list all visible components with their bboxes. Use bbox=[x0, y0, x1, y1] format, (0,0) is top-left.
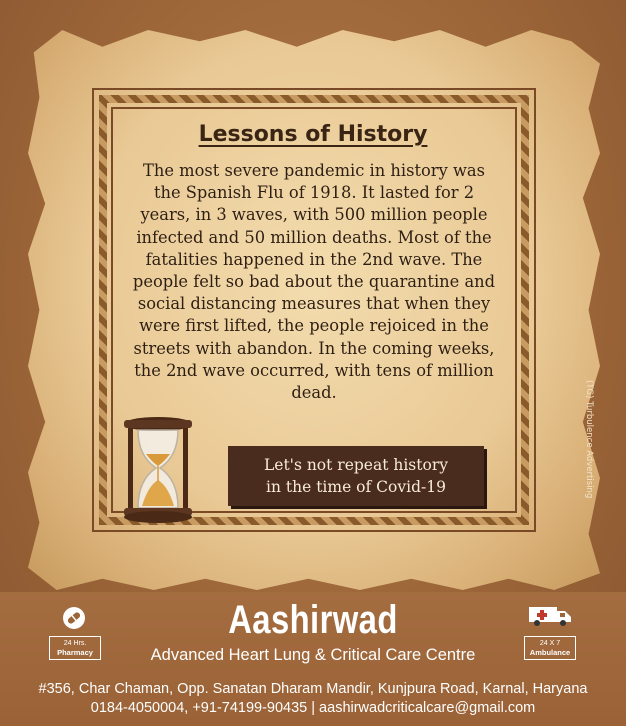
body-line: were first lifted, the people rejoiced in the bbox=[139, 316, 489, 336]
body-line: years, in 3 waves, with 500 million people bbox=[140, 205, 488, 225]
body-line: people felt so bad about the quarantine and bbox=[132, 272, 496, 292]
address-line: #356, Char Chaman, Opp. Sanatan Dharam Mandir, Kunjpura Road, Karnal, Haryana bbox=[38, 681, 588, 697]
ambulance-badge-line2: Ambulance bbox=[529, 648, 571, 657]
page-title: Lessons of History bbox=[198, 122, 428, 147]
pharmacy-badge-line2: Pharmacy bbox=[57, 648, 93, 657]
ambulance-badge-line1: 24 X 7 bbox=[539, 640, 561, 647]
body-line: infected and 50 million deaths. Most of the bbox=[136, 227, 492, 247]
body-line: The most severe pandemic in history was bbox=[143, 161, 485, 180]
cta-banner bbox=[228, 446, 484, 506]
cta-line-1: Let's not repeat history bbox=[263, 456, 448, 474]
body-line: the 2nd wave occurred, with tens of million bbox=[134, 360, 494, 380]
brand-tagline: Advanced Heart Lung & Critical Care Centre bbox=[150, 646, 476, 664]
hourglass-icon bbox=[122, 416, 194, 524]
cta-line-2: in the time of Covid-19 bbox=[266, 478, 446, 496]
body-line: fatalities happened in the 2nd wave. The bbox=[145, 249, 483, 269]
pharmacy-badge-line1: 24 Hrs. bbox=[63, 640, 87, 647]
brand-name: Aashirwad bbox=[228, 598, 398, 642]
contact-line: 0184-4050004, +91-74199-90435 | aashirwadcriticalcare@gmail.com bbox=[90, 700, 536, 716]
watermark-credit: (TG) Turbulence Advertising bbox=[584, 380, 594, 499]
body-paragraph bbox=[118, 160, 510, 404]
body-line: social distancing measures that when they bbox=[137, 294, 491, 314]
body-line: dead. bbox=[291, 383, 337, 403]
contact-address bbox=[0, 680, 626, 718]
body-line: the Spanish Flu of 1918. It lasted for 2 bbox=[153, 183, 475, 203]
body-line: streets with abandon. In the coming weeks, bbox=[133, 338, 495, 358]
